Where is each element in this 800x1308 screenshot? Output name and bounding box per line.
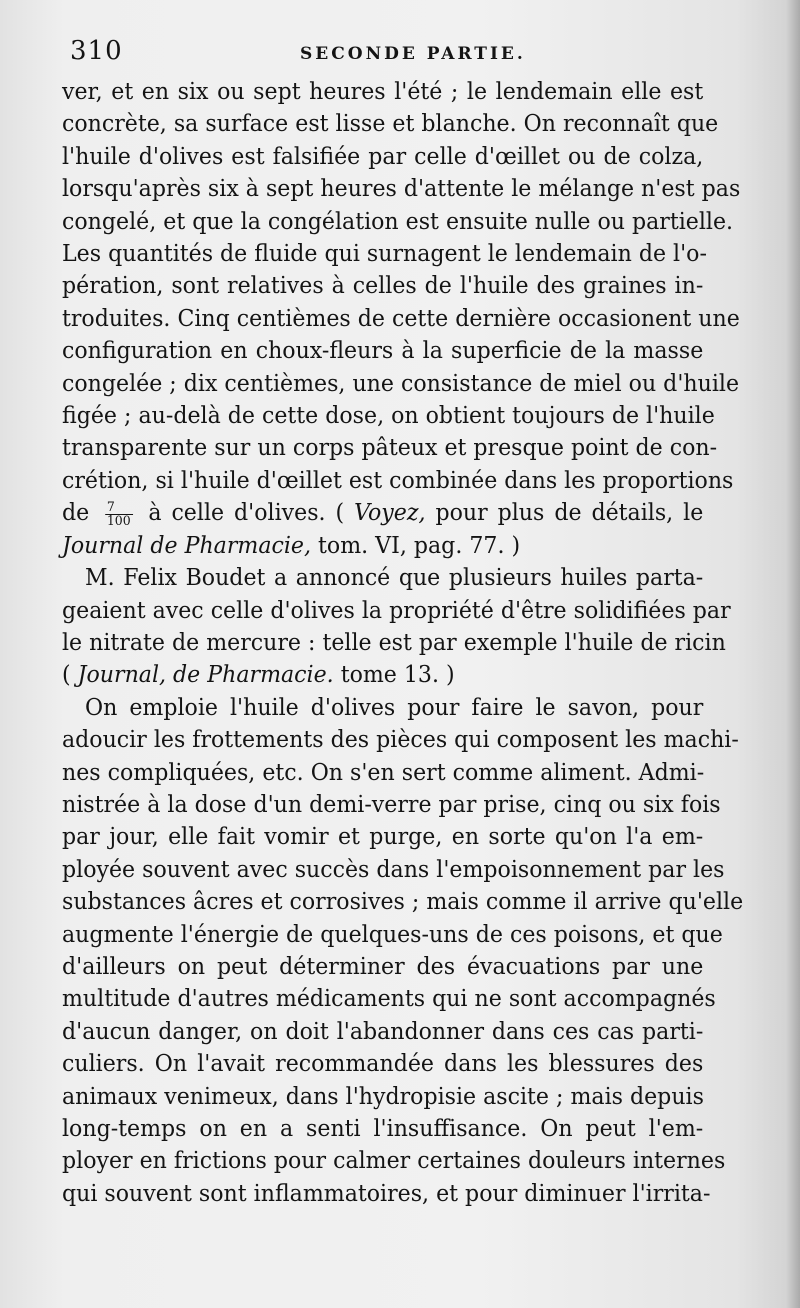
text-line: substances âcres et corrosives ; mais comme il arrive qu'elle xyxy=(62,889,744,916)
text-line: d'aucun danger, on doit l'abandonner dans ces cas parti- xyxy=(62,1018,704,1045)
citation-rest: tome 13. ) xyxy=(340,662,455,689)
citation-open: ( xyxy=(62,662,71,689)
fraction-denominator: 100 xyxy=(106,513,131,529)
page-number: 310 xyxy=(70,36,123,66)
fraction-numerator: 7 xyxy=(105,501,133,515)
citation-rest: tom. VI, pag. 77. ) xyxy=(318,532,521,559)
text-line: M. Felix Boudet a annoncé que plusieurs huiles parta- xyxy=(85,565,704,592)
text-line: augmente l'énergie de quelques-uns de ces poisons, et que xyxy=(62,921,723,948)
running-head: SECONDE PARTIE. xyxy=(300,44,526,64)
page-edge-shadow xyxy=(786,0,800,1308)
text-line: nistrée à la dose d'un demi-verre par prise, cinq ou six fois xyxy=(62,791,721,818)
text-line: par jour, elle fait vomir et purge, en sorte qu'on l'a em- xyxy=(62,824,704,851)
text-line: crétion, si l'huile d'œillet est combinée dans les proportions xyxy=(62,467,734,494)
text-line: figée ; au-delà de cette dose, on obtient toujours de l'huile xyxy=(62,403,715,430)
fraction-line xyxy=(62,497,703,529)
text-line: multitude d'autres médicaments qui ne sont accompagnés xyxy=(62,986,716,1013)
journal-title-italic: Journal de Pharmacie, xyxy=(62,532,312,559)
text-line: lorsqu'après six à sept heures d'attente le mélange n'est pas xyxy=(62,176,741,203)
fraction xyxy=(105,501,133,528)
text-line: qui souvent sont inflammatoires, et pour diminuer l'irrita- xyxy=(62,1180,711,1207)
text-line: l'huile d'olives est falsifiée par celle d'œillet ou de colza, xyxy=(62,143,704,170)
journal-title-italic: Journal, de Pharmacie. xyxy=(77,662,334,689)
text-line: configuration en choux-fleurs à la superficie de la masse xyxy=(62,338,704,365)
text-line: ployer en frictions pour calmer certaines douleurs internes xyxy=(62,1148,726,1175)
text-line: Les quantités de fluide qui surnagent le lendemain de l'o- xyxy=(62,241,707,268)
text-line: transparente sur un corps pâteux et presque point de con- xyxy=(62,435,718,462)
text-line: ver, et en six ou sept heures l'été ; le lendemain elle est xyxy=(62,79,704,105)
text-line: geaient avec celle d'olives la propriété d'être solidifiées par xyxy=(62,597,731,624)
text-line: On emploie l'huile d'olives pour faire le savon, pour xyxy=(85,694,704,721)
text-line: ployée souvent avec succès dans l'empoisonnement par les xyxy=(62,856,725,883)
text-line: animaux venimeux, dans l'hydropisie ascite ; mais depuis xyxy=(62,1083,704,1110)
voyez-italic: Voyez, xyxy=(354,500,426,527)
text-line: concrète, sa surface est lisse et blanche. On reconnaît que xyxy=(62,111,719,138)
text-line: adoucir les frottements des pièces qui composent les machi- xyxy=(62,727,739,754)
citation-line xyxy=(62,530,703,562)
text-line: congelée ; dix centièmes, une consistance de miel ou d'huile xyxy=(62,370,740,397)
text-line: long-temps on en a senti l'insuffisance. On peut l'em- xyxy=(62,1116,704,1142)
fraction-line-pre: de xyxy=(62,500,90,527)
text-line: troduites. Cinq centièmes de cette dernière occasionent une xyxy=(62,305,740,332)
text-line: le nitrate de mercure : telle est par exemple l'huile de ricin xyxy=(62,629,726,656)
text-line: congelé, et que la congélation est ensuite nulle ou partielle. xyxy=(62,208,734,235)
page-body xyxy=(62,76,744,1210)
fraction-line-post: pour plus de détails, le xyxy=(435,500,704,527)
text-line: culiers. On l'avait recommandée dans les blessures des xyxy=(62,1051,704,1078)
text-line: pération, sont relatives à celles de l'huile des graines in- xyxy=(62,273,704,300)
text-line: nes compliquées, etc. On s'en sert comme aliment. Admi- xyxy=(62,759,705,786)
citation-line xyxy=(62,659,703,691)
text-line: d'ailleurs on peut déterminer des évacuations par une xyxy=(62,953,704,980)
fraction-line-mid: à celle d'olives. ( xyxy=(148,500,345,527)
page-header xyxy=(70,36,730,68)
